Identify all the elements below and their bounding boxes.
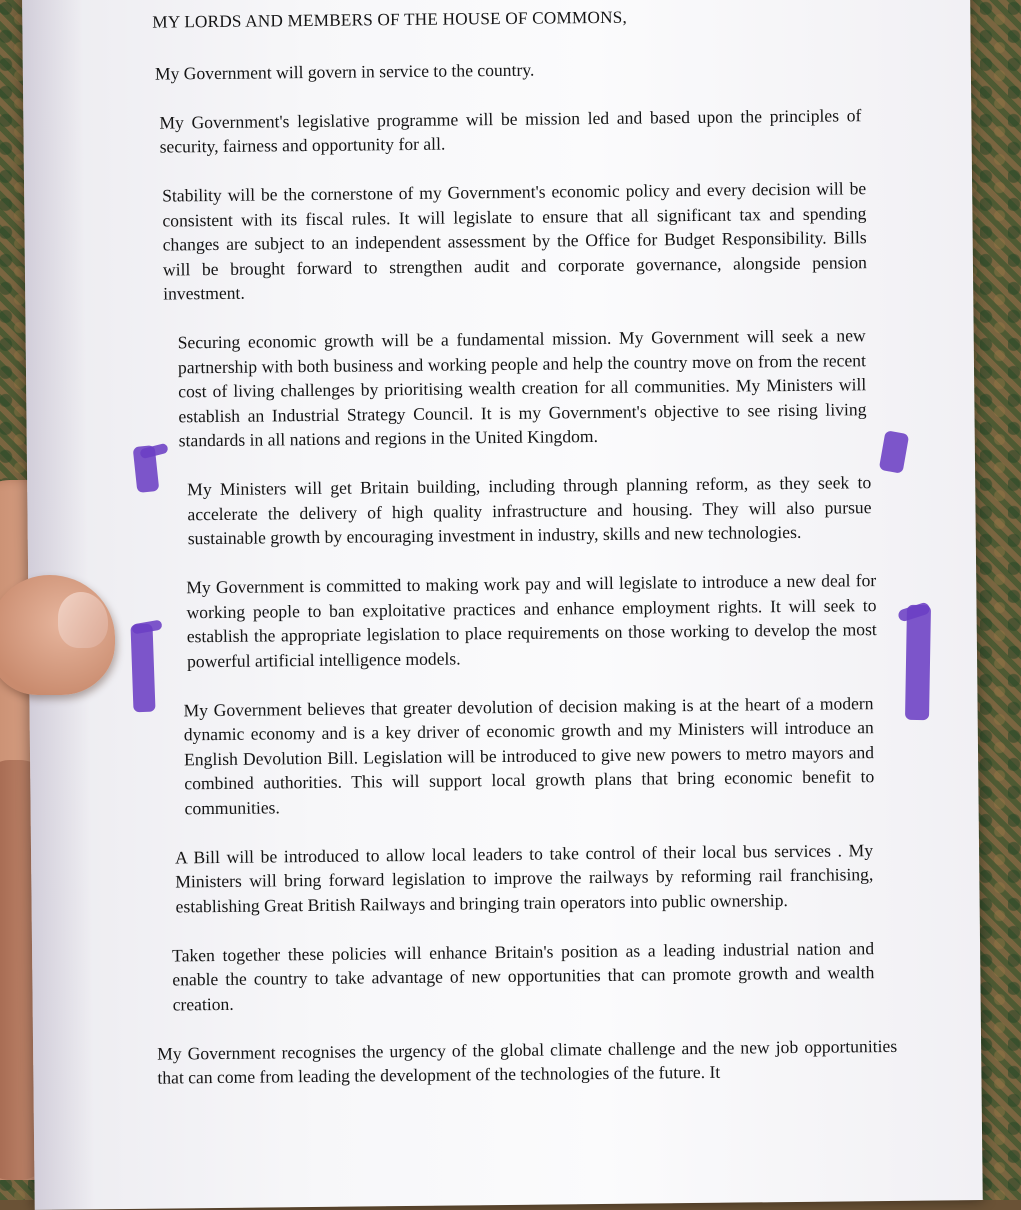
paper-sheet xyxy=(22,0,983,1210)
address-heading: MY LORDS AND MEMBERS OF THE HOUSE OF COMMONS, xyxy=(152,7,627,32)
highlighter-mark xyxy=(905,605,931,720)
speech-text xyxy=(142,3,898,1115)
paragraph: Taken together these policies will enhance Britain's position as a leading industrial nation and enable the country to take advantage of new opportunities that can promote growth and wealth creation. xyxy=(172,937,875,1014)
paragraph: My Government recognises the urgency of the global climate challenge and the new job opportunities that can come from leading the development of the technologies of the future. It xyxy=(157,1035,898,1088)
paragraph: A Bill will be introduced to allow local leaders to take control of their local bus services . My Ministers will bring forward legislation to improve the railways by reforming rail franchising, establishing Great British Railways and bringing train operators into public ownership. xyxy=(174,839,874,916)
paragraph: My Ministers will get Britain building, including through planning reform, as they seek to accelerate the delivery of high quality infrastructure and housing. They will also pursue sustainable growth by encouraging investment in industry, skills and new technologies. xyxy=(187,472,872,549)
paragraph: My Government's legislative programme will be mission led and based upon the principles of security, fairness and opportunity for all. xyxy=(159,104,862,157)
paragraph: My Government is committed to making work pay and will legislate to introduce a new deal for working people to ban exploitative practices and enhance employment rights. It will seek to establish the appropriate legislation to place requirements on those working to develop the most powerful artificial intelligence models. xyxy=(186,570,877,671)
highlighter-mark xyxy=(130,624,155,713)
paragraph: My Government will govern in service to the country. xyxy=(154,59,535,84)
paragraph: My Government believes that greater devolution of decision making is at the heart of a modern dynamic economy and is a key driver of economic growth and my Ministers will introduce an English Devolution Bill. Legislation will be introduced to give new powers to metro mayors and combined authorities. This will support local growth plans that bring economic benefit to communities. xyxy=(183,692,875,818)
paragraph: Securing economic growth will be a fundamental mission. My Government will seek a new partnership with both business and working people and help the country move on from the recent cost of living challenges by prioritising wealth creation for all communities. My Ministers will establish an Industrial Strategy Council. It is my Government's objective to see rising living standards in all nations and regions in the United Kingdom. xyxy=(177,325,867,451)
paragraph: Stability will be the cornerstone of my Government's economic policy and every decision will be consistent with its fiscal rules. It will legislate to ensure that all significant tax and spending changes are subject to an independent assessment by the Office for Budget Responsibility. Bills will be brought forward to strengthen audit and corporate governance, alongside pension investment. xyxy=(162,178,867,304)
